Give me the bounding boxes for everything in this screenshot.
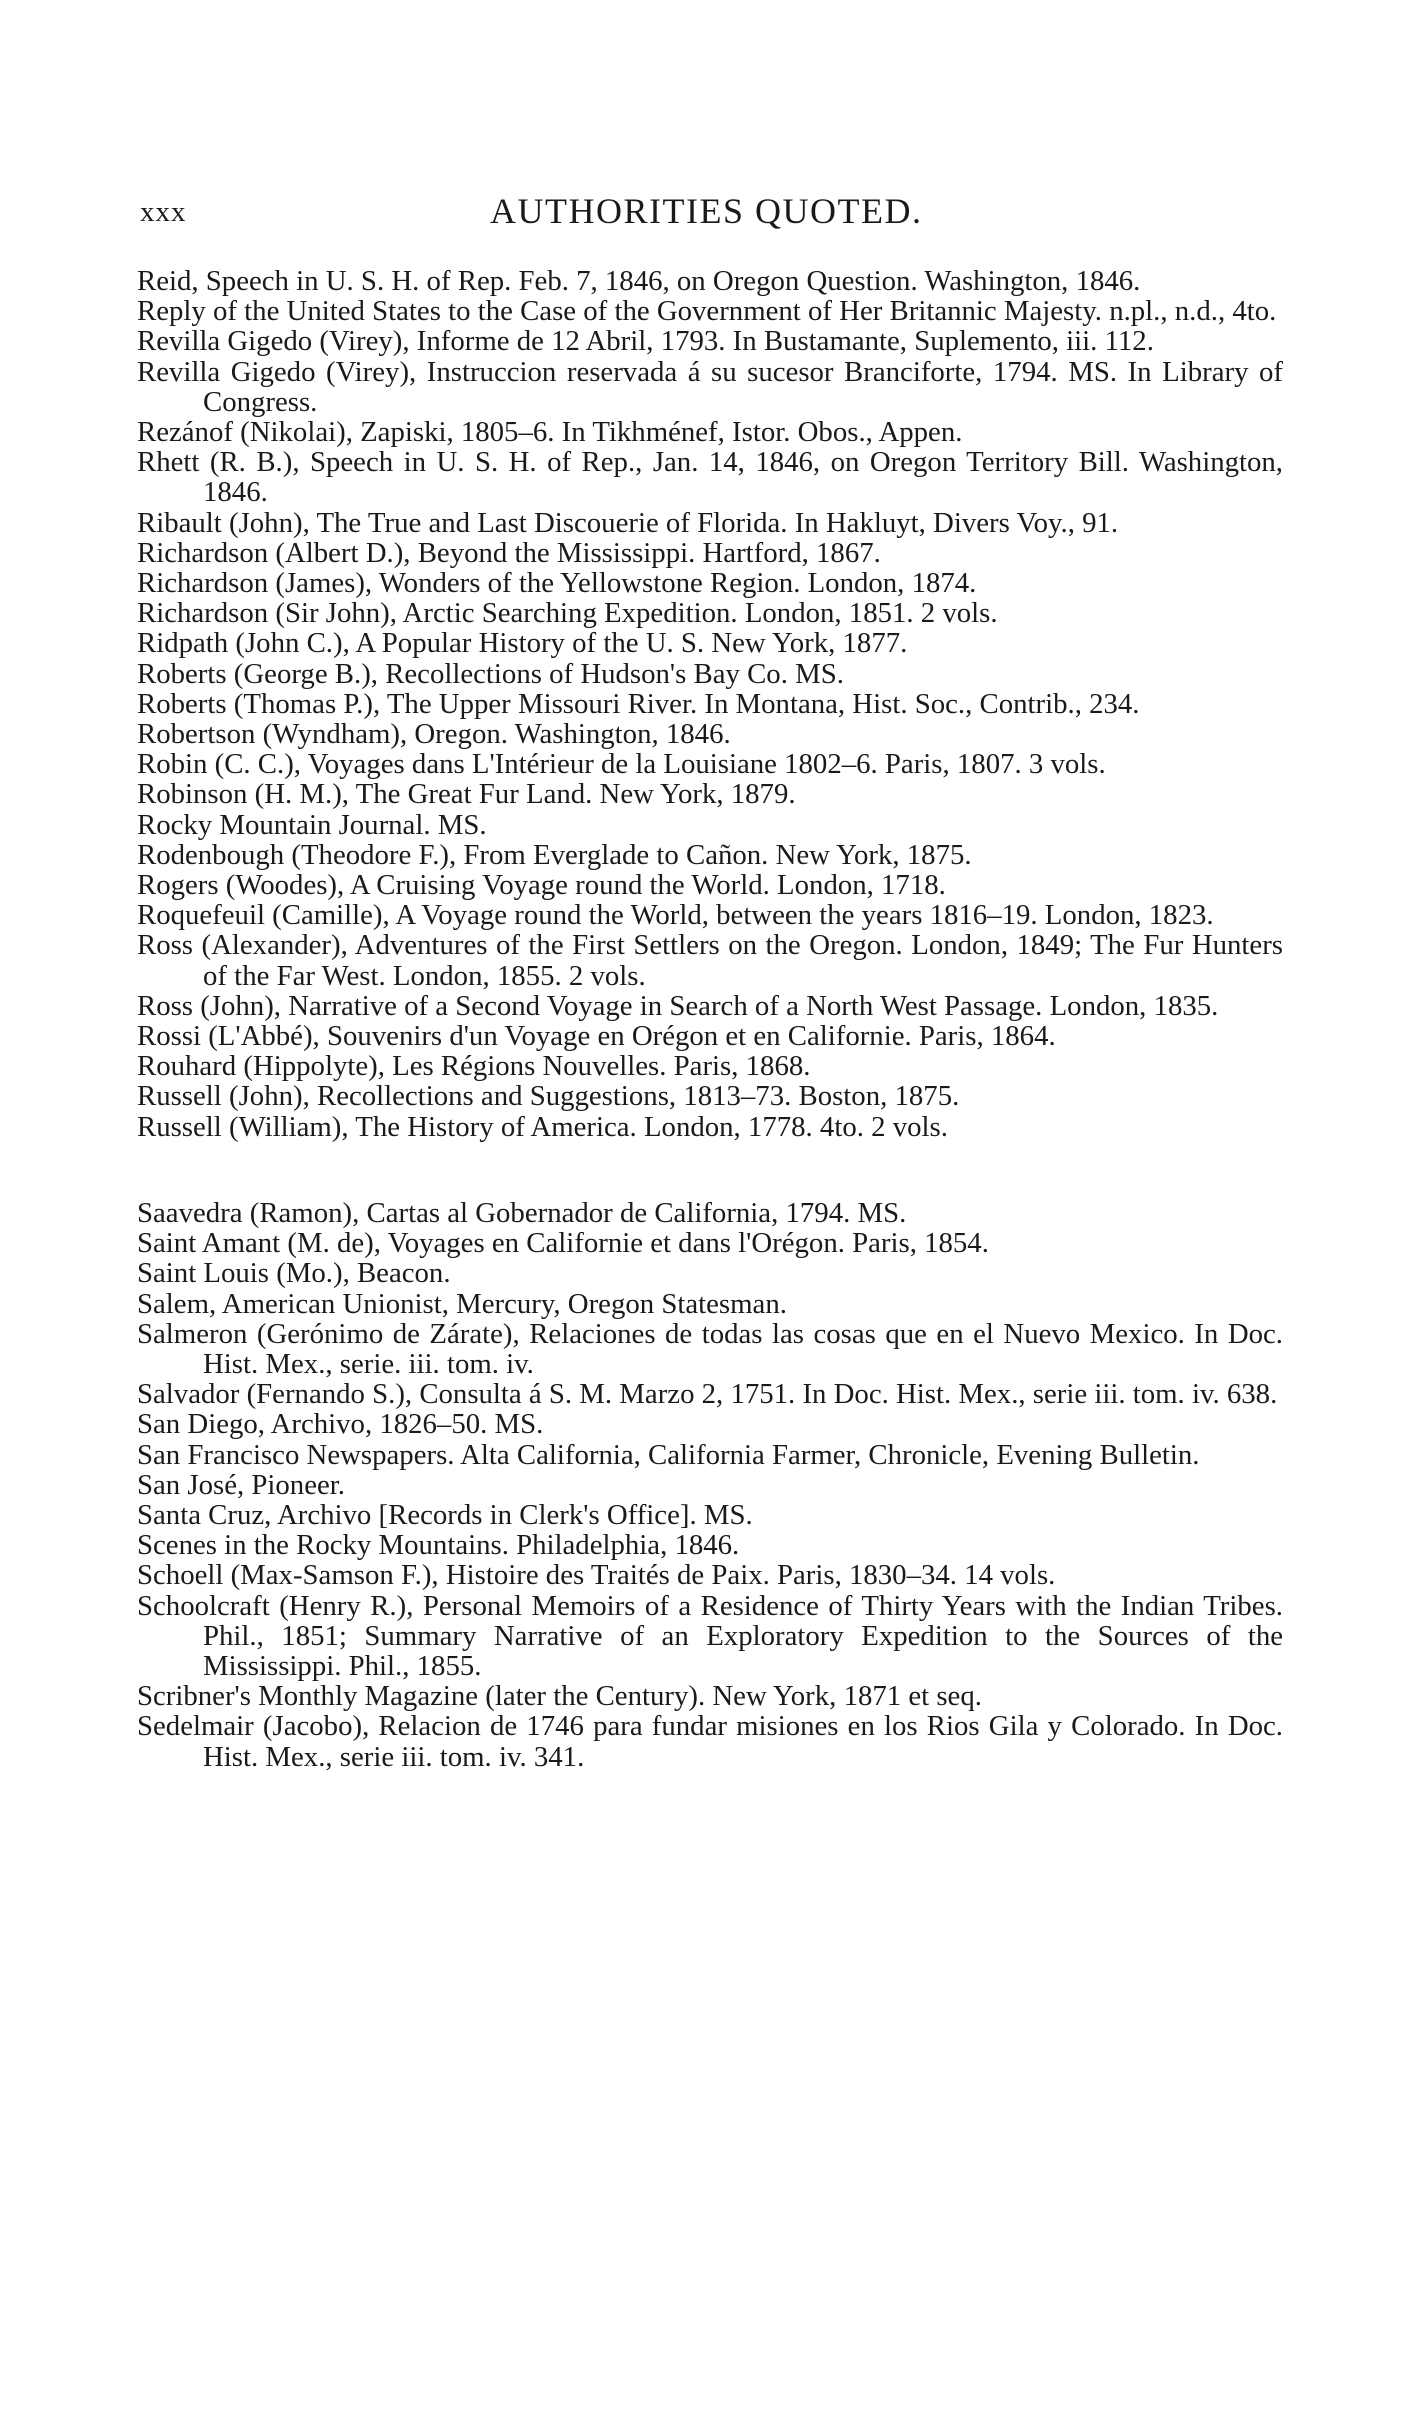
section-divider	[137, 1142, 1283, 1198]
bibliography-entry: Salem, American Unionist, Mercury, Oregon Statesman.	[137, 1287, 787, 1320]
bibliography-entry: Saavedra (Ramon), Cartas al Gobernador de California, 1794. MS.	[137, 1196, 907, 1229]
bibliography-entry: San Francisco Newspapers. Alta California, California Farmer, Chronicle, Evening Bulletin.	[137, 1438, 1200, 1471]
bibliography-entry: Reid, Speech in U. S. H. of Rep. Feb. 7, 1846, on Oregon Question. Washington, 1846.	[137, 265, 1141, 297]
bibliography-entry: Scribner's Monthly Magazine (later the Century). New York, 1871 et seq.	[137, 1680, 982, 1713]
bibliography-entry: Richardson (Sir John), Arctic Searching Expedition. London, 1851. 2 vols.	[137, 597, 998, 630]
bibliography-entry: Salvador (Fernando S.), Consulta á S. M. Marzo 2, 1751. In Doc. Hist. Mex., serie iii. tom. iv. 638.	[137, 1378, 1278, 1411]
bibliography-entry: Salmeron (Gerónimo de Zárate), Relaciones de todas las cosas que en el Nuevo Mexico. In Doc. Hist. Mex., serie. iii. tom. iv.	[137, 1317, 1283, 1380]
bibliography-entry: Scenes in the Rocky Mountains. Philadelphia, 1846.	[137, 1529, 740, 1562]
bibliography-entry: Ridpath (John C.), A Popular History of the U. S. New York, 1877.	[137, 627, 908, 660]
bibliography-entry: Saint Amant (M. de), Voyages en Californie et dans l'Orégon. Paris, 1854.	[137, 1227, 989, 1260]
bibliography-entry: Robin (C. C.), Voyages dans L'Intérieur de la Louisiane 1802–6. Paris, 1807. 3 vols.	[137, 748, 1106, 781]
bibliography-entry: Sedelmair (Jacobo), Relacion de 1746 para fundar misiones en los Rios Gila y Colorado. In Doc. Hist. Mex., serie iii. tom. iv. 341.	[137, 1710, 1283, 1773]
bibliography-entry: Roberts (Thomas P.), The Upper Missouri River. In Montana, Hist. Soc., Contrib., 234.	[137, 687, 1140, 720]
bibliography-entry: San Diego, Archivo, 1826–50. MS.	[137, 1408, 544, 1441]
bibliography-entry: Reply of the United States to the Case of the Government of Her Britannic Majesty. n.pl., n.d., 4to.	[137, 295, 1277, 328]
bibliography-entry: Richardson (Albert D.), Beyond the Mississippi. Hartford, 1867.	[137, 536, 881, 569]
bibliography-entry: Ross (John), Narrative of a Second Voyage in Search of a North West Passage. London, 1835.	[137, 989, 1219, 1022]
bibliography-entry: Rossi (L'Abbé), Souvenirs d'un Voyage en Orégon et en Californie. Paris, 1864.	[137, 1020, 1056, 1053]
bibliography-entry: Santa Cruz, Archivo [Records in Clerk's Office]. MS.	[137, 1498, 753, 1531]
bibliography-entry: Ribault (John), The True and Last Discouerie of Florida. In Hakluyt, Divers Voy., 91.	[137, 506, 1119, 539]
bibliography-entry: Richardson (James), Wonders of the Yellowstone Region. London, 1874.	[137, 567, 977, 600]
bibliography-entry: Rocky Mountain Journal. MS.	[137, 808, 487, 841]
bibliography-entry: Revilla Gigedo (Virey), Informe de 12 Abril, 1793. In Bustamante, Suplemento, iii. 112.	[137, 325, 1154, 358]
running-head: AUTHORITIES QUOTED.	[490, 191, 923, 231]
bibliography-entry: Schoolcraft (Henry R.), Personal Memoirs of a Residence of Thirty Years with the Indian Tribes. Phil., 1851; Summary Narrative of an Exploratory Expedition to the Sources of the Mississippi. Phil., 1855.	[137, 1589, 1283, 1682]
bibliography-entry: Russell (John), Recollections and Suggestions, 1813–73. Boston, 1875.	[137, 1080, 960, 1113]
page-number: xxx	[140, 196, 187, 228]
bibliography-entry: Robinson (H. M.), The Great Fur Land. New York, 1879.	[137, 778, 796, 811]
bibliography-entry: Schoell (Max-Samson F.), Histoire des Traités de Paix. Paris, 1830–34. 14 vols.	[137, 1559, 1056, 1592]
bibliography-entry: Saint Louis (Mo.), Beacon.	[137, 1257, 451, 1290]
bibliography-entry: Revilla Gigedo (Virey), Instruccion reservada á su sucesor Branciforte, 1794. MS. In Library of Congress.	[137, 355, 1283, 418]
bibliography-entry: Rouhard (Hippolyte), Les Régions Nouvelles. Paris, 1868.	[137, 1050, 811, 1083]
bibliography-entry: Russell (William), The History of America. London, 1778. 4to. 2 vols.	[137, 1110, 948, 1143]
bibliography-entry: Roberts (George B.), Recollections of Hudson's Bay Co. MS.	[137, 657, 844, 690]
bibliography-list	[137, 266, 1283, 1772]
bibliography-entry: Robertson (Wyndham), Oregon. Washington, 1846.	[137, 718, 731, 751]
bibliography-entry: Rodenbough (Theodore F.), From Everglade to Cañon. New York, 1875.	[137, 838, 972, 871]
bibliography-entry: Rogers (Woodes), A Cruising Voyage round the World. London, 1718.	[137, 869, 946, 902]
bibliography-entry: Rhett (R. B.), Speech in U. S. H. of Rep., Jan. 14, 1846, on Oregon Territory Bill. Washington, 1846.	[137, 446, 1283, 509]
bibliography-entry: Ross (Alexander), Adventures of the First Settlers on the Oregon. London, 1849; The Fur Hunters of the Far West. London, 1855. 2 vols.	[137, 929, 1283, 992]
bibliography-entry: San José, Pioneer.	[137, 1468, 345, 1501]
bibliography-entry: Rezánof (Nikolai), Zapiski, 1805–6. In Tikhménef, Istor. Obos., Appen.	[137, 416, 963, 449]
bibliography-entry: Roquefeuil (Camille), A Voyage round the World, between the years 1816–19. London, 1823.	[137, 899, 1214, 932]
